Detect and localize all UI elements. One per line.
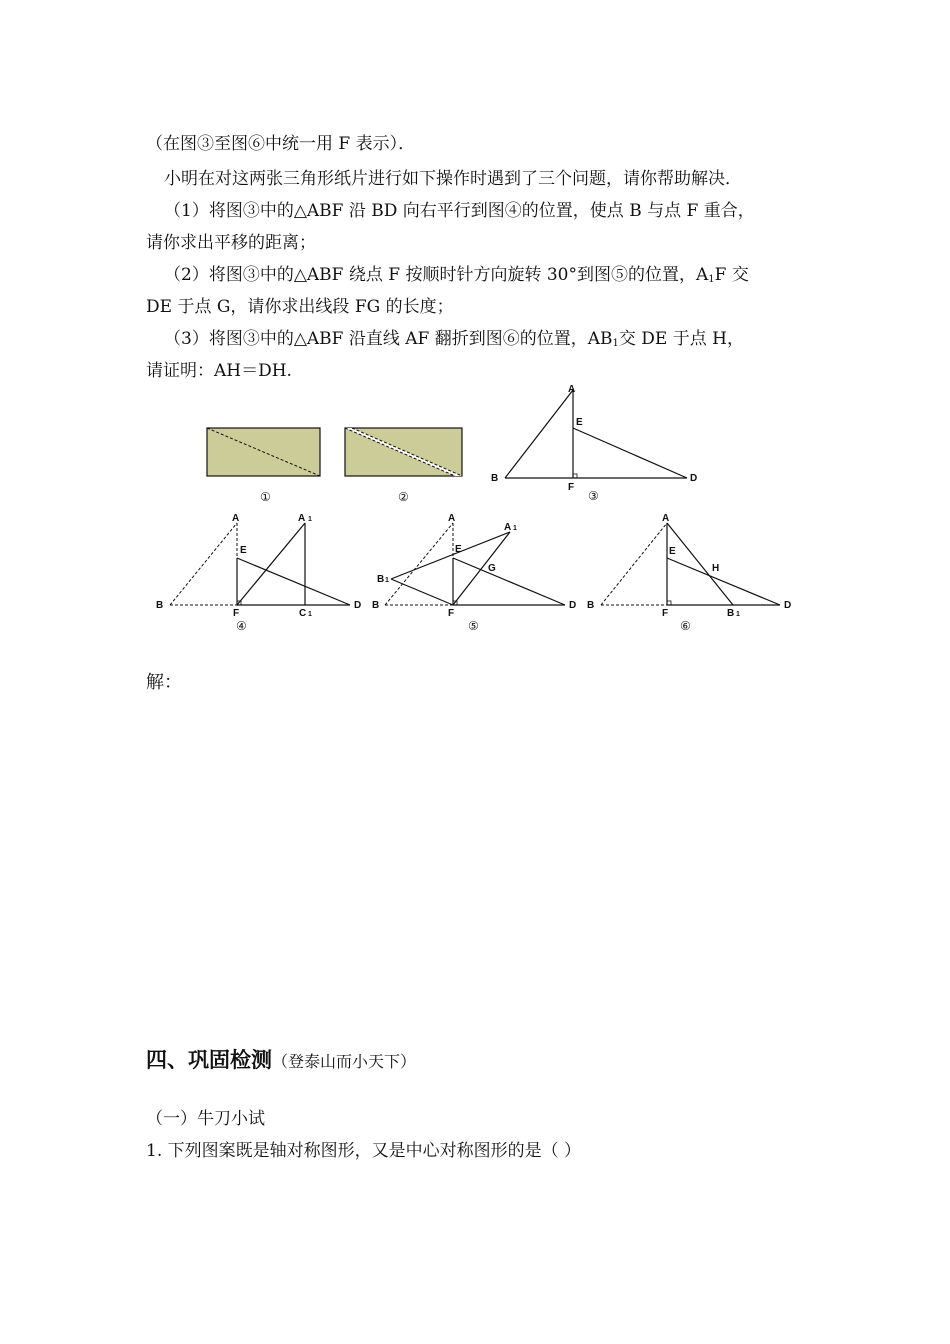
question-3-line-b: 请证明：AH＝DH. bbox=[146, 361, 292, 381]
subsection-heading: （一）牛刀小试 bbox=[146, 1109, 265, 1129]
svg-text:A: A bbox=[448, 513, 456, 524]
svg-text:G: G bbox=[488, 563, 496, 574]
svg-text:B: B bbox=[372, 600, 380, 611]
svg-text:F: F bbox=[233, 608, 240, 619]
svg-text:1: 1 bbox=[385, 577, 389, 584]
svg-text:D: D bbox=[690, 473, 698, 484]
geometry-figure bbox=[140, 378, 820, 638]
svg-text:F: F bbox=[448, 608, 455, 619]
text-line-1: 小明在对这两张三角形纸片进行如下操作时遇到了三个问题，请你帮助解决． bbox=[164, 169, 742, 189]
svg-text:B: B bbox=[377, 574, 385, 585]
svg-text:1: 1 bbox=[736, 611, 740, 618]
caption-4: ④ bbox=[236, 619, 247, 633]
svg-text:F: F bbox=[568, 482, 575, 493]
figure-2 bbox=[345, 428, 462, 476]
question-item-1: 1. 下列图案既是轴对称图形，又是中心对称图形的是（ ） bbox=[146, 1141, 582, 1161]
section-heading: 四、巩固检测（登泰山而小天下） bbox=[146, 1048, 417, 1072]
svg-text:D: D bbox=[569, 600, 577, 611]
svg-text:A: A bbox=[568, 384, 576, 395]
figure-6 bbox=[601, 523, 780, 605]
svg-text:A: A bbox=[232, 513, 240, 524]
question-1-line-a: （1）将图③中的△ABF 沿 BD 向右平行到图④的位置，使点 B 与点 F 重合， bbox=[164, 201, 755, 221]
svg-text:1: 1 bbox=[308, 516, 312, 523]
question-1-line-b: 请你求出平移的距离； bbox=[146, 233, 316, 253]
figure-1 bbox=[207, 428, 320, 476]
question-2-line-a: （2）将图③中的△ABF 绕点 F 按顺时针方向旋转 30°到图⑤的位置，$A_1F$ 交 bbox=[164, 265, 749, 285]
svg-text:H: H bbox=[712, 563, 720, 574]
caption-1: ① bbox=[260, 490, 271, 504]
question-2-line-b: DE 于点 G，请你求出线段 FG 的长度； bbox=[146, 297, 454, 317]
figure-3 bbox=[505, 390, 687, 478]
svg-text:F: F bbox=[662, 608, 669, 619]
svg-text:A: A bbox=[504, 522, 512, 533]
svg-text:D: D bbox=[784, 600, 792, 611]
text-line-0: （在图③至图⑥中统一用 F 表示）． bbox=[146, 134, 416, 154]
svg-text:E: E bbox=[576, 417, 583, 428]
figure-4 bbox=[170, 523, 350, 605]
svg-text:B: B bbox=[156, 600, 164, 611]
svg-text:D: D bbox=[354, 600, 362, 611]
svg-text:B: B bbox=[587, 600, 595, 611]
svg-text:C: C bbox=[299, 608, 307, 619]
caption-2: ② bbox=[398, 490, 409, 504]
svg-text:E: E bbox=[455, 544, 462, 555]
svg-text:A: A bbox=[298, 513, 306, 524]
svg-text:1: 1 bbox=[308, 611, 312, 618]
svg-text:B: B bbox=[491, 473, 499, 484]
svg-text:1: 1 bbox=[513, 525, 517, 532]
svg-text:E: E bbox=[669, 546, 676, 557]
question-3-line-a: （3）将图③中的△ABF 沿直线 AF 翻折到图⑥的位置，$AB_1$交 DE 于点 H， bbox=[164, 329, 744, 349]
figure-5 bbox=[385, 523, 565, 605]
solution-label: 解： bbox=[146, 672, 182, 693]
svg-text:B: B bbox=[727, 608, 735, 619]
caption-5: ⑤ bbox=[468, 619, 479, 633]
caption-3: ③ bbox=[588, 489, 599, 503]
svg-text:E: E bbox=[240, 545, 247, 556]
caption-6: ⑥ bbox=[680, 619, 691, 633]
svg-text:A: A bbox=[662, 513, 670, 524]
